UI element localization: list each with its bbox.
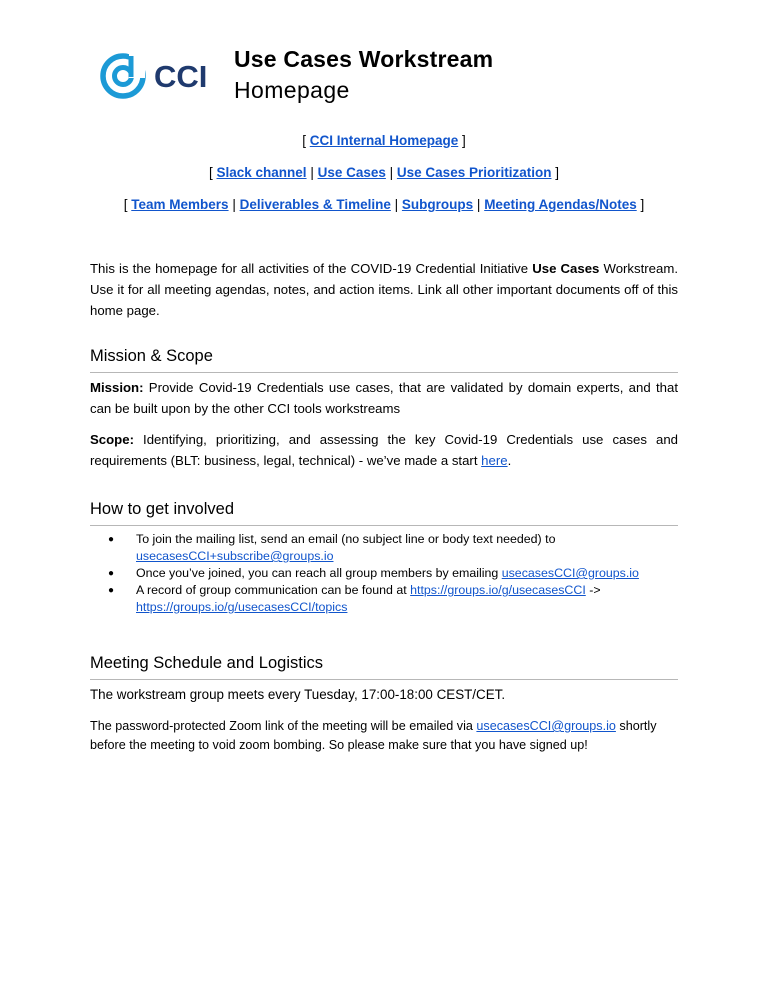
heading-how-to-get-involved: How to get involved [90, 498, 678, 526]
link-group-topics[interactable]: https://groups.io/g/usecasesCCI/topics [136, 600, 348, 614]
mission-label: Mission: [90, 380, 144, 395]
link-use-cases[interactable]: Use Cases [317, 165, 386, 180]
cci-logo [96, 46, 216, 106]
link-cci-internal-homepage[interactable]: CCI Internal Homepage [309, 133, 459, 148]
link-group-page[interactable]: https://groups.io/g/usecasesCCI [410, 583, 586, 597]
intro-paragraph [90, 258, 678, 321]
bullet-text: A record of group communication can be found at [136, 583, 411, 597]
logo-text: CCI [154, 59, 208, 94]
list-item [108, 582, 678, 616]
list-item [108, 531, 678, 565]
zoom-paragraph [90, 717, 678, 755]
scope-paragraph [90, 429, 678, 471]
scope-end: . [507, 453, 512, 468]
involvement-list [108, 531, 678, 616]
nav-row-resources: [ Slack channel | Use Cases | Use Cases Prioritization ] [209, 165, 559, 180]
mission-paragraph [90, 377, 678, 419]
schedule-text: The workstream group meets every Tuesday, 17:00-18:00 CEST/CET. [90, 687, 506, 702]
page-subtitle: Homepage [234, 77, 350, 103]
link-here[interactable]: here [481, 453, 508, 468]
link-slack-channel[interactable]: Slack channel [216, 165, 307, 180]
bullet-text: To join the mailing list, send an email (no subject line or body text needed) to [136, 532, 556, 546]
document-header [96, 44, 696, 108]
heading-mission-scope: Mission & Scope [90, 345, 678, 373]
link-group-email[interactable]: usecasesCCI@groups.io [501, 566, 639, 580]
bullet-text: Once you’ve joined, you can reach all group members by emailing [136, 566, 502, 580]
nav-row-internal: [ CCI Internal Homepage ] [302, 133, 466, 148]
arrow-text: -> [585, 583, 601, 597]
intro-bold: Use Cases [532, 261, 600, 276]
link-deliverables-timeline[interactable]: Deliverables & Timeline [239, 197, 391, 212]
link-subscribe-email[interactable]: usecasesCCI+subscribe@groups.io [136, 549, 334, 563]
link-subgroups[interactable]: Subgroups [401, 197, 474, 212]
intro-text: This is the homepage for all activities of the COVID-19 Credential Initiative [90, 261, 533, 276]
scope-text: Identifying, prioritizing, and assessing the key Covid-19 Credentials use cases and requirements (BLT: business, legal, technical) - we’ve made a start [90, 432, 678, 468]
intro-text-end: Workstream. Use it for all meeting agendas, notes, and action items. Link all other important documents off of this home page. [90, 261, 678, 318]
link-zoom-email[interactable]: usecasesCCI@groups.io [476, 719, 616, 733]
link-team-members[interactable]: Team Members [131, 197, 229, 212]
zoom-text: The password-protected Zoom link of the meeting will be emailed via [90, 719, 477, 733]
zoom-text-end: shortly before the meeting to void zoom bombing. So please make sure that you have signed up! [90, 719, 657, 752]
nav-row-team: [ Team Members | Deliverables & Timeline | Subgroups | Meeting Agendas/Notes ] [123, 197, 645, 212]
link-meeting-agendas-notes[interactable]: Meeting Agendas/Notes [484, 197, 637, 212]
mission-text: Provide Covid-19 Credentials use cases, that are validated by domain experts, and that can be built upon by the other CCI tools workstreams [90, 380, 678, 416]
list-item [108, 565, 678, 582]
scope-label: Scope: [90, 432, 134, 447]
page-title: Use Cases Workstream [234, 46, 494, 72]
heading-meeting-schedule: Meeting Schedule and Logistics [90, 652, 678, 680]
title-block [234, 44, 493, 106]
link-use-cases-prioritization[interactable]: Use Cases Prioritization [396, 165, 552, 180]
